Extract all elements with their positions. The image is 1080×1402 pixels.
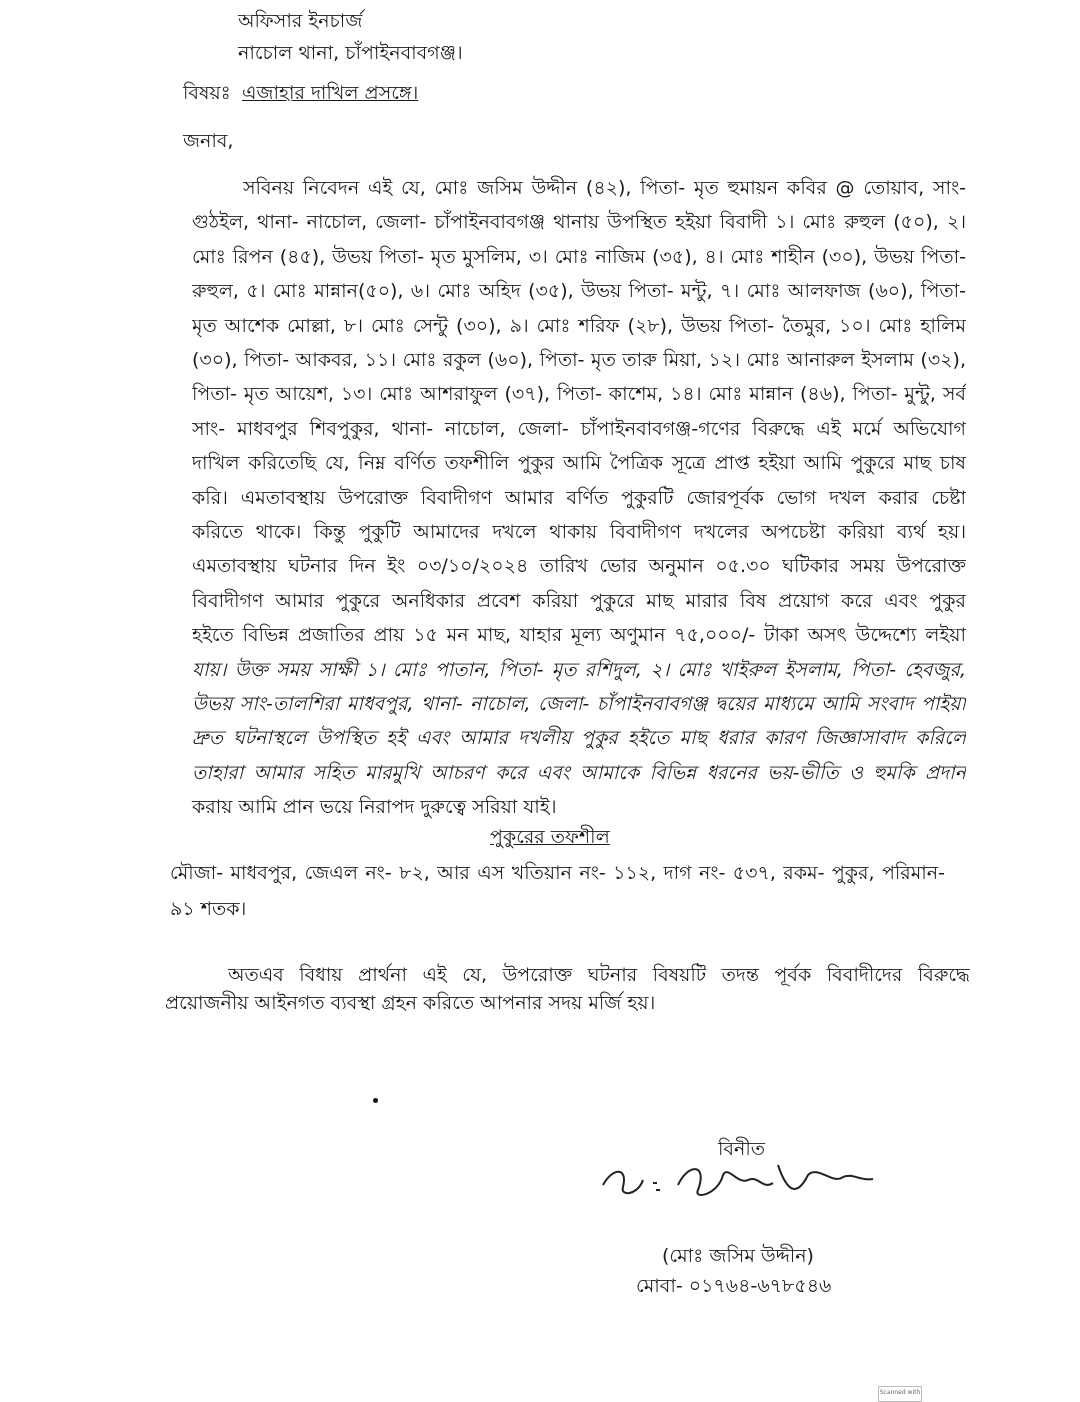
- body-line: যায়। উক্ত সময় সাক্ষী ১। মোঃ পাতান, পিতা- মৃত রশিদুল, ২। মোঃ খাইরুল ইসলাম, পিতা- হেবজুর,: [192, 658, 966, 681]
- body-line: রুহুল, ৫। মোঃ মান্নান(৫০), ৬। মোঃ অহিদ (৩৫), উভয় পিতা- মন্টু, ৭। মোঃ আলফাজ (৬০), পিতা-: [192, 280, 966, 303]
- schedule-line: ৯১ শতক।: [170, 898, 247, 920]
- body-line: করায় আমি প্রান ভয়ে নিরাপদ দুরুত্বে সরিয়া যাই।: [192, 796, 557, 819]
- body-line: উভয় সাং-তালশিরা মাধবপুর, থানা- নাচোল, জেলা- চাঁপাইনবাবগঞ্জ দ্বয়ের মাধ্যমে আমি সংবাদ পাইয়া: [192, 693, 966, 715]
- signature: [598, 1155, 878, 1205]
- body-line: দ্রুত ঘটনাস্থলে উপস্থিত হই এবং আমার দখলীয় পুকুর হইতে মাছ ধরার কারণ জিজ্ঞাসাবাদ করিলে: [192, 727, 966, 750]
- ink-dot: [373, 1098, 378, 1103]
- body-line: সাং- মাধবপুর শিবপুকুর, থানা- নাচোল, জেলা- চাঁপাইনবাবগঞ্জ-গণের বিরুদ্ধে এই মর্মে অভিযোগ: [192, 417, 966, 440]
- scanner-watermark: Scanned with: [878, 1386, 922, 1402]
- body-line: দাখিল করিতেছি যে, নিম্ন বর্ণিত তফশীলি পুকুর আমি পৈত্রিক সূত্রে প্রাপ্ত হইয়া আমি পুকুরে মাছ চাষ: [192, 452, 966, 475]
- body-line: এমতাবস্থায় ঘটনার দিন ইং ০৩/১০/২০২৪ তারিখ ভোর অনুমান ০৫.৩০ ঘটিকার সময় উপরোক্ত: [192, 555, 966, 578]
- salutation: জনাব,: [183, 130, 234, 152]
- recipient-address: নাচোল থানা, চাঁপাইনবাবগঞ্জ।: [238, 42, 463, 64]
- subject-text: এজাহার দাখিল প্রসঙ্গে।: [242, 82, 419, 104]
- body-line: (৩০), পিতা- আকবর, ১১। মোঃ রকুল (৬০), পিতা- মৃত তারু মিয়া, ১২। মোঃ আনারুল ইসলাম (৩২),: [192, 349, 966, 371]
- body-line: পিতা- মৃত আয়েশ, ১৩। মোঃ আশরাফুল (৩৭), পিতা- কাশেম, ১৪। মোঃ মান্নান (৪৬), পিতা- মুন্টু, সর্ব: [192, 383, 966, 406]
- prayer-line: প্রয়োজনীয় আইনগত ব্যবস্থা গ্রহন করিতে আপনার সদয় মর্জি হয়।: [165, 992, 656, 1014]
- body-line: মোঃ রিপন (৪৫), উভয় পিতা- মৃত মুসলিম, ৩। মোঃ নাজিম (৩৫), ৪। মোঃ শাহীন (৩০), উভয় পিতা-: [192, 245, 966, 268]
- body-line: করিতে থাকে। কিন্তু পুকুটি আমাদের দখলে থাকায় বিবাদীগণ দখলের অপচেষ্টা করিয়া ব্যর্থ হয়।: [192, 521, 966, 543]
- body-line: হইতে বিভিন্ন প্রজাতির প্রায় ১৫ মন মাছ, যাহার মূল্য অণুমান ৭৫,০০০/- টাকা অসৎ উদ্দেশ্যে লইয়া: [192, 624, 966, 647]
- closing-yours: বিনীত: [718, 1138, 766, 1160]
- body-line: সবিনয় নিবেদন এই যে, মোঃ জসিম উদ্দীন (৪২), পিতা- মৃত হুমায়ন কবির @ তোয়াব, সাং-: [243, 177, 966, 199]
- recipient-title: অফিসার ইনচার্জ: [238, 10, 363, 32]
- schedule-title: পুকুরের তফশীল: [490, 826, 610, 848]
- schedule-line: মৌজা- মাধবপুর, জেএল নং- ৮২, আর এস খতিয়ান নং- ১১২, দাগ নং- ৫৩৭, রকম- পুকুর, পরিমান-: [170, 862, 945, 884]
- body-line: মৃত আশেক মোল্লা, ৮। মোঃ সেন্টু (৩০), ৯। মোঃ শরিফ (২৮), উভয় পিতা- তৈমুর, ১০। মোঃ হালিম: [192, 314, 966, 337]
- sender-phone: মোবা- ০১৭৬৪-৬৭৮৫৪৬: [636, 1275, 832, 1297]
- body-line: বিবাদীগণ আমার পুকুরে অনধিকার প্রবেশ করিয়া পুকুরে মাছ মারার বিষ প্রয়োগ করে এবং পুকুর: [192, 589, 966, 612]
- body-line: গুঠইল, থানা- নাচোল, জেলা- চাঁপাইনবাবগঞ্জ থানায় উপস্থিত হইয়া বিবাদী ১। মোঃ রুহুল (৫০), ২।: [192, 211, 966, 234]
- prayer-line: অতএব বিধায় প্রার্থনা এই যে, উপরোক্ত ঘটনার বিষয়টি তদন্ত পূর্বক বিবাদীদের বিরুদ্ধে: [228, 964, 970, 986]
- body-line: তাহারা আমার সহিত মারমুখি আচরণ করে এবং আমাকে বিভিন্ন ধরনের ভয়-ভীতি ও হুমকি প্রদান: [192, 761, 966, 784]
- body-line: করি। এমতাবস্থায় উপরোক্ত বিবাদীগণ আমার বর্ণিত পুকুরটি জোরপূর্বক ভোগ দখল করার চেষ্টা: [192, 486, 966, 509]
- subject-label: বিষয়ঃ: [183, 82, 231, 104]
- sender-name: (মোঃ জসিম উদ্দীন): [662, 1245, 814, 1267]
